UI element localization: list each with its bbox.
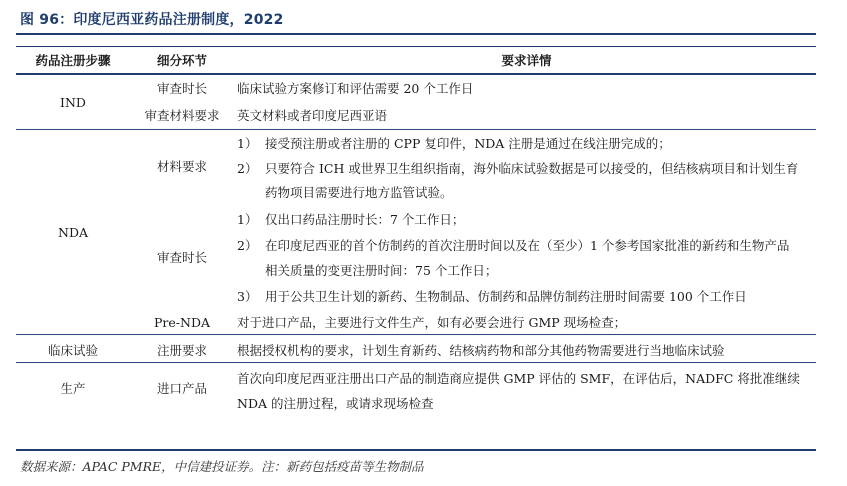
source-note: 数据来源：APAC PMRE，中信建投证券。注：新药包括疫苗等生物制品 <box>20 459 424 474</box>
row-separator <box>16 334 816 335</box>
clinical-step: 临床试验 <box>47 343 98 358</box>
nda-materials-item-2-cont: 药物项目需要进行地方监管试验。 <box>265 185 453 200</box>
clinical-sub: 注册要求 <box>156 343 207 358</box>
figure-title: 图 96：印度尼西亚药品注册制度，2022 <box>20 12 284 28</box>
production-detail-cont: NDA 的注册过程，或请求现场检查 <box>237 396 434 411</box>
header-bottom-rule <box>16 73 816 75</box>
nda-step: NDA <box>58 225 88 240</box>
header-details: 要求详情 <box>501 53 552 68</box>
production-detail: 首次向印度尼西亚注册出口产品的制造商应提供 GMP 评估的 SMF，在评估后，NADFC 将批准继续 <box>237 371 800 386</box>
nda-review-item-2: 在印度尼西亚的首个仿制药的首次注册时间以及在（至少）1 个参考国家批准的新药和生物产品 <box>265 238 790 253</box>
title-rule <box>16 33 816 35</box>
ind-detail-materials: 英文材料或者印度尼西亚语 <box>237 108 388 123</box>
nda-review-item-1: 仅出口药品注册时长：7 个工作日； <box>265 212 465 227</box>
clinical-detail: 根据授权机构的要求，计划生育新药、结核病药物和部分其他药物需要进行当地临床试验 <box>237 343 725 358</box>
nda-sub-materials: 材料要求 <box>156 159 207 174</box>
header-step: 药品注册步骤 <box>35 53 111 68</box>
ind-sub-materials: 审查材料要求 <box>144 108 220 123</box>
nda-review-num-1: 1） <box>237 212 258 227</box>
nda-materials-num-1: 1） <box>237 136 258 151</box>
nda-sub-review-time: 审查时长 <box>156 250 207 265</box>
row-separator <box>16 129 816 130</box>
row-separator <box>16 362 816 363</box>
production-step: 生产 <box>60 381 86 396</box>
nda-review-item-3: 用于公共卫生计划的新药、生物制品、仿制药和品牌仿制药注册时间需要 100 个工作日 <box>265 289 747 304</box>
nda-sub-pre-nda: Pre-NDA <box>154 315 210 330</box>
nda-review-num-2: 2） <box>237 238 258 253</box>
nda-review-num-3: 3） <box>237 289 258 304</box>
header-subsection: 细分环节 <box>156 53 207 68</box>
nda-review-item-2-cont: 相关质量的变更注册时间：75 个工作日； <box>265 263 498 278</box>
nda-detail-pre-nda: 对于进口产品，主要进行文件生产，如有必要会进行 GMP 现场检查； <box>237 315 627 330</box>
nda-materials-item-1: 接受预注册或者注册的 CPP 复印件，NDA 注册是通过在线注册完成的； <box>265 136 671 151</box>
footer-rule <box>16 449 816 451</box>
ind-step: IND <box>60 95 86 110</box>
nda-materials-item-2: 只要符合 ICH 或世界卫生组织指南，海外临床试验数据是可以接受的，但结核病项目和计划生育 <box>265 161 799 176</box>
ind-sub-review-time: 审查时长 <box>156 81 207 96</box>
header-top-rule <box>16 46 816 47</box>
ind-detail-review-time: 临床试验方案修订和评估需要 20 个工作日 <box>237 81 474 96</box>
nda-materials-num-2: 2） <box>237 161 258 176</box>
production-sub: 进口产品 <box>156 381 207 396</box>
